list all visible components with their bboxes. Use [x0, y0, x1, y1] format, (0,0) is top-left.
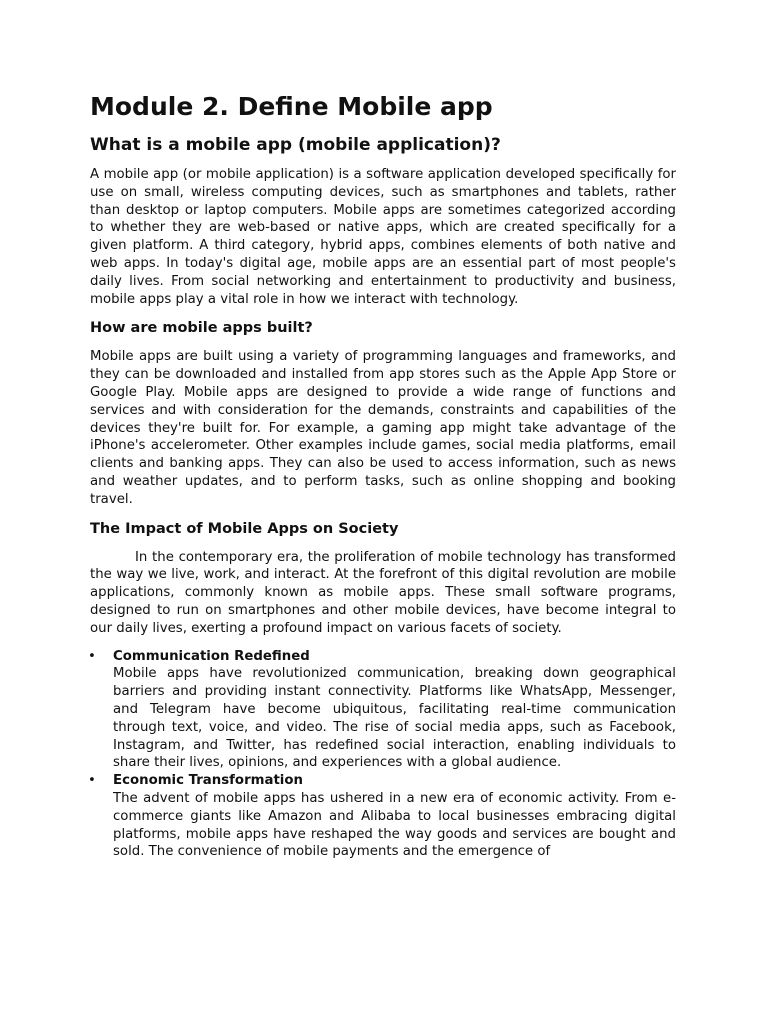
document-page — [90, 90, 676, 861]
list-item-body: Mobile apps have revolutionized communication, breaking down geographical barriers and providing instant connectivity. Platforms like WhatsApp, Messenger, and Telegram have become ubiquitous, facilitating real-time communication through text, voice, and video. The rise of social media apps, such as Facebook, Instagram, and Twitter, has redefined social interaction, enabling individuals to share their lives, opinions, and experiences with a global audience. — [113, 666, 676, 771]
section-heading-how-built: How are mobile apps built? — [90, 320, 313, 337]
page-title: Module 2. Define Mobile app — [90, 92, 493, 121]
list-item-title: Economic Transformation — [113, 773, 303, 789]
list-item-title: Communication Redefined — [113, 648, 310, 664]
list-item — [90, 648, 676, 773]
section-intro-impact: In the contemporary era, the proliferation of mobile technology has transformed the way we live, work, and interact. At the forefront of this digital revolution are mobile applications, commonly known as mobile apps. These small software programs, designed to run on smartphones and other mobile devices, have become integral to our daily lives, exerting a profound impact on various facets of society. — [90, 549, 676, 636]
section-heading-what-is-mobile-app: What is a mobile app (mobile application)? — [90, 135, 501, 155]
section-body-what-is-mobile-app: A mobile app (or mobile application) is a software application developed specifically for use on small, wireless computing devices, such as smartphones and tablets, rather than desktop or laptop computers. Mobile apps are sometimes categorized according to whether they are web-based or native apps, which are created specifically for a given platform. A third category, hybrid apps, combines elements of both native and web apps. In today's digital age, mobile apps are an essential part of most people's daily lives. From social networking and entertainment to productivity and business, mobile apps play a vital role in how we interact with technology. — [90, 167, 676, 307]
bullet-icon: • — [88, 648, 96, 664]
list-item-body: The advent of mobile apps has ushered in a new era of economic activity. From e-commerce giants like Amazon and Alibaba to local businesses embracing digital platforms, mobile apps have reshaped the way goods and services are bought and sold. The convenience of mobile payments and the emergence of — [113, 790, 676, 860]
list-item — [90, 772, 676, 861]
section-body-how-built: Mobile apps are built using a variety of programming languages and frameworks, and they can be downloaded and installed from app stores such as the Apple App Store or Google Play. Mobile apps are designed to provide a wide range of functions and services and with consideration for the demands, constraints and capabilities of the devices they're built for. For example, a gaming app might take advantage of the iPhone's accelerometer. Other examples include games, social media platforms, email clients and banking apps. They can also be used to access information, such as news and weather updates, and to perform tasks, such as online shopping and booking travel. — [90, 349, 676, 507]
section-heading-impact: The Impact of Mobile Apps on Society — [90, 520, 399, 537]
impact-bullet-list — [90, 648, 676, 862]
bullet-icon: • — [88, 773, 96, 789]
